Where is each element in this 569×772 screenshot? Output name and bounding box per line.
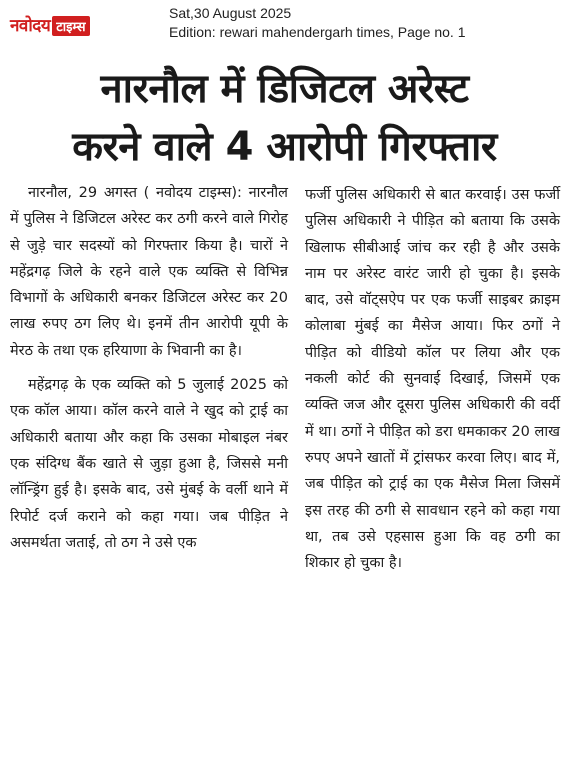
headline-line-2: करने वाले 4 आरोपी गिरफ्तार [72,124,497,170]
article-column-right [305,182,560,576]
masthead [0,0,569,46]
article-column-left [10,180,288,556]
article-paragraph: नारनौल, 29 अगस्त ( नवोदय टाइम्स): नारनौल में पुलिस ने डिजिटल अरेस्ट कर ठगी करने वाले गिरोह से जुड़े चार सदस्यों को गिरफ्तार किया है। चारों ने महेंद्रगढ़ जिले के रहने वाले एक व्यक्ति से विभिन्न विभागों के अधिकारी बनकर डिजिटल अरेस्ट कर 20 लाख रुपए ठग लिए थे। इनमें तीन आरोपी यूपी के मेरठ के तथा एक हरियाणा के भिवानी का है। [10,185,288,359]
edition-date: Sat,30 August 2025 [169,5,292,21]
logo-sub-text: टाइम्स [52,16,89,36]
edition-meta [169,4,564,42]
headline-line-1: नारनौल में डिजिटल अरेस्ट [100,66,469,112]
edition-info: Edition: rewari mahendergarh times, Page no. 1 [169,24,466,40]
article-paragraph: महेंद्रगढ़ के एक व्यक्ति को 5 जुलाई 2025 को एक कॉल आया। कॉल करने वाले ने खुद को ट्राई का अधिकारी बताया और कहा कि उसका मोबाइल नंबर एक संदिग्ध बैंक खाते से जुड़ा हुआ है, जिससे मनी लॉन्ड्रिंग हुई है। इसके बाद, उसे मुंबई के वर्ली थाने में रिपोर्ट दर्ज कराने को कहा गया। जब पीड़ित ने असमर्थता जताई, तो ठग ने उसे एक [10,377,288,551]
newspaper-logo [10,6,140,36]
article-paragraph: फर्जी पुलिस अधिकारी से बात करवाई। उस फर्जी पुलिस अधिकारी ने पीड़ित को बताया कि उसके खिलाफ सीबीआई जांच कर रही है और उसके नाम पर अरेस्ट वारंट जारी हो चुका है। इसके बाद, उसे वॉट्सऐप पर एक फर्जी साइबर क्राइम कोलाबा मुंबई का मैसेज आया। फिर ठगों ने पीड़ित को वीडियो कॉल पर लिया और एक नकली कोर्ट की सुनवाई दिखाई, जिसमें एक व्यक्ति जज और दूसरा पुलिस अधिकारी की वर्दी में था। ठगों ने पीड़ित को डरा धमकाकर 20 लाख रुपए अपने खातों में ट्रांसफर करवा लिए। बाद में, जब पीड़ित को ट्राई का एक मैसेज मिला जिसमें इस तरह की ठगी से सावधान रहने को कहा गया था, तब उसे एहसास हुआ कि वह ठगी का शिकार हो चुका है। [305,187,560,572]
article-headline [0,60,569,176]
logo-main-text: नवोदय [10,16,51,36]
